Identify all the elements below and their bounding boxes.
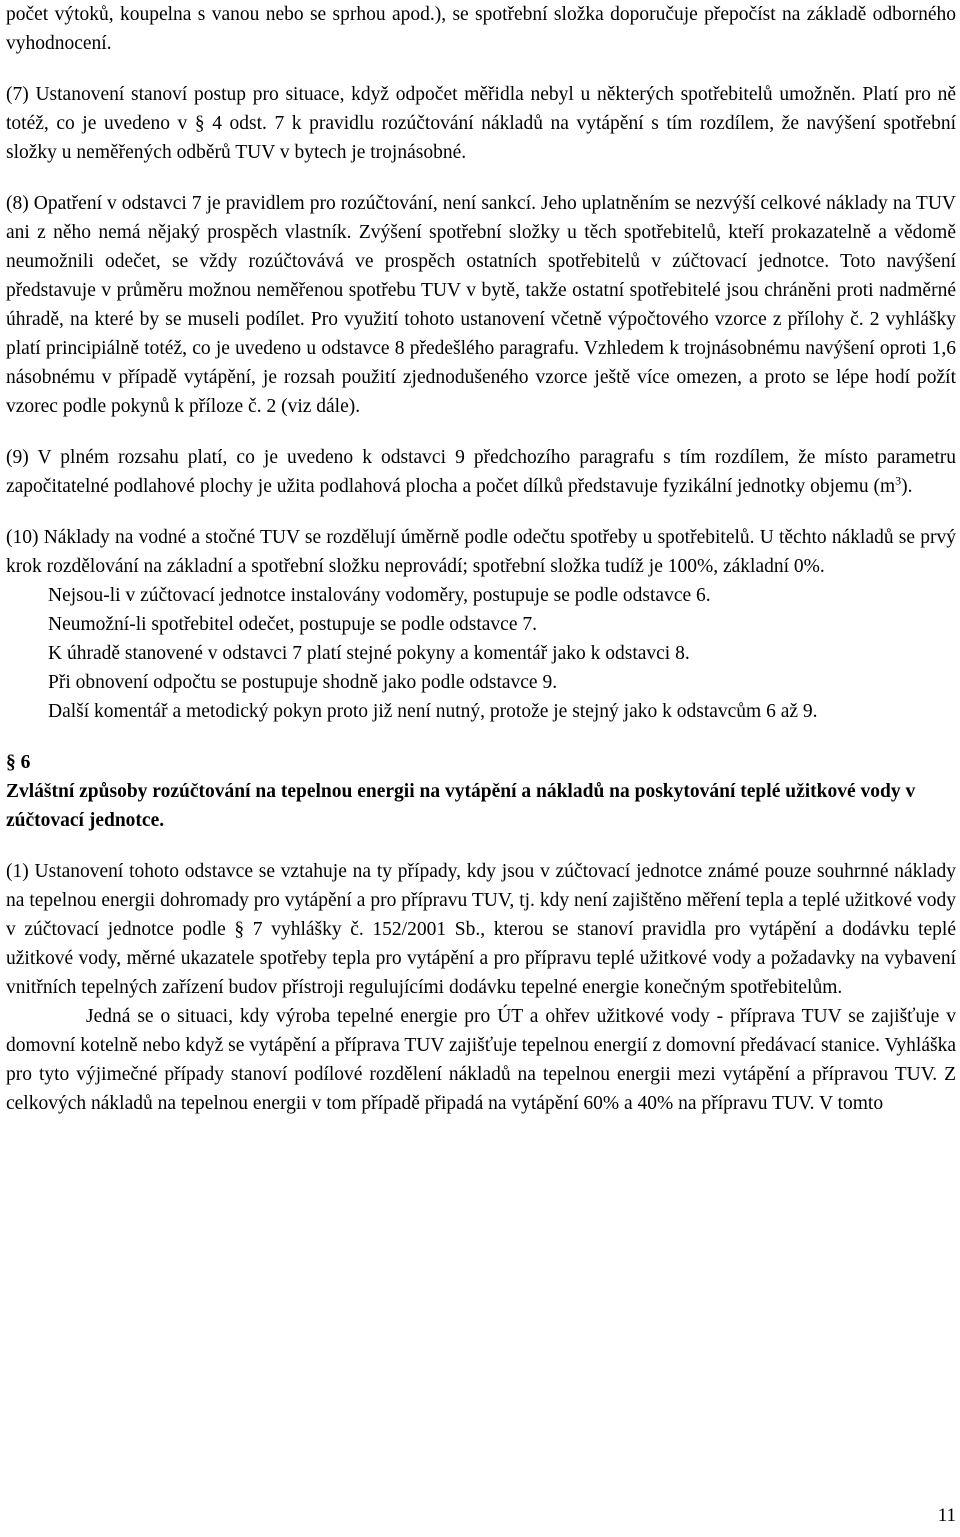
paragraph-9-superscript: 3	[895, 473, 902, 488]
paragraph-10-line-3: K úhradě stanovené v odstavci 7 platí stejné pokyny a komentář jako k odstavci 8.	[48, 643, 690, 664]
paragraph-intro-continued: počet výtoků, koupelna s vanou nebo se sprhou apod.), se spotřební složka doporučuje přepočíst na základě odborného vyhodnocení.	[6, 4, 956, 54]
section-title: Zvláštní způsoby rozúčtování na tepelnou energii na vytápění a nákladů na poskytování teplé užitkové vody v zúčtovací jednotce.	[6, 781, 916, 831]
paragraph-8: (8) Opatření v odstavci 7 je pravidlem pro rozúčtování, není sankcí. Jeho uplatněním se nezvýší celkové náklady na TUV ani z něho nemá nějaký prospěch vlastník. Zvýšení spotřební složky u těch spotřebitelů, kteří prokazatelně a vědomě neumožnili odečet, se vždy rozúčtovává ve prospěch ostatních spotřebitelů v zúčtovací jednotce. Toto navýšení představuje v průměru možnou neměřenou spotřebu TUV v bytě, takže ostatní spotřebitelé jsou chráněni proti nadměrné úhradě, na které by se museli podílet. Pro využití tohoto ustanovení včetně výpočtového vzorce z přílohy č. 2 vyhlášky platí principiálně totéž, co je uvedeno u odstavce 8 předešlého paragrafu. Vzhledem k trojnásobnému navýšení oproti 1,6 násobnému v případě vytápění, je rozsah použití zjednodušeného vzorce ještě více omezen, a proto se lépe hodí požít vzorec podle pokynů k příloze č. 2 (viz dále).	[6, 193, 956, 417]
paragraph-10-line-4: Při obnovení odpočtu se postupuje shodně jako podle odstavce 9.	[48, 672, 558, 693]
paragraph-9	[6, 443, 956, 501]
section-number: § 6	[6, 752, 31, 773]
document-page	[6, 0, 956, 1118]
paragraph-10-line-5: Další komentář a metodický pokyn proto již není nutný, protože je stejný jako k odstavcům 6 až 9.	[48, 701, 818, 722]
page-number: 11	[937, 1505, 956, 1526]
paragraph-7: (7) Ustanovení stanoví postup pro situace, když odpočet měřidla nebyl u některých spotřebitelů umožněn. Platí pro ně totéž, co je uvedeno v § 4 odst. 7 k pravidlu rozúčtování nákladů na vytápění s tím rozdílem, že navýšení spotřební složky u neměřených odběrů TUV v bytech je trojnásobné.	[6, 84, 956, 163]
paragraph-10-line-1: Nejsou-li v zúčtovací jednotce instalovány vodoměry, postupuje se podle odstavce 6.	[48, 585, 711, 606]
paragraph-9-text: (9) V plném rozsahu platí, co je uvedeno k odstavci 9 předchozího paragrafu s tím rozdílem, že místo parametru započitatelné podlahové plochy je užita podlahová plocha a počet dílků představuje fyzikální jednotky objemu (m	[6, 447, 956, 497]
paragraph-10: (10) Náklady na vodné a stočné TUV se rozdělují úměrně podle odečtu spotřeby u spotřebitelů. U těchto nákladů se prvý krok rozdělování na základní a spotřební složku neprovádí; spotřební složka tudíž je 100%, základní 0%.	[6, 527, 956, 577]
paragraph-10-line-2: Neumožní-li spotřebitel odečet, postupuje se podle odstavce 7.	[48, 614, 537, 635]
section-paragraph-1: (1) Ustanovení tohoto odstavce se vztahuje na ty případy, kdy jsou v zúčtovací jednotce známé pouze souhrnné náklady na tepelnou energii dohromady pro vytápění a pro přípravu TUV, tj. kdy není zajištěno měření tepla a teplé užitkové vody v zúčtovací jednotce podle § 7 vyhlášky č. 152/2001 Sb., kterou se stanoví pravidla pro vytápění a dodávku teplé užitkové vody, měrné ukazatele spotřeby tepla pro vytápění a pro přípravu teplé užitkové vody a požadavky na vybavení vnitřních tepelných zařízení budov přístroji regulujícími dodávku tepelné energie konečným spotřebitelům.	[6, 861, 956, 998]
section-paragraph-1b: Jedná se o situaci, kdy výroba tepelné energie pro ÚT a ohřev užitkové vody - příprava TUV se zajišťuje v domovní kotelně nebo když se vytápění a příprava TUV zajišťuje tepelnou energií z domovní předávací stanice. Vyhláška pro tyto výjimečné případy stanoví podílové rozdělení nákladů na tepelnou energii mezi vytápění a přípravou TUV. Z celkových nákladů na tepelnou energii v tom případě připadá na vytápění 60% a 40% na přípravu TUV. V tomto	[6, 1006, 956, 1114]
paragraph-9-end: ).	[901, 476, 913, 497]
